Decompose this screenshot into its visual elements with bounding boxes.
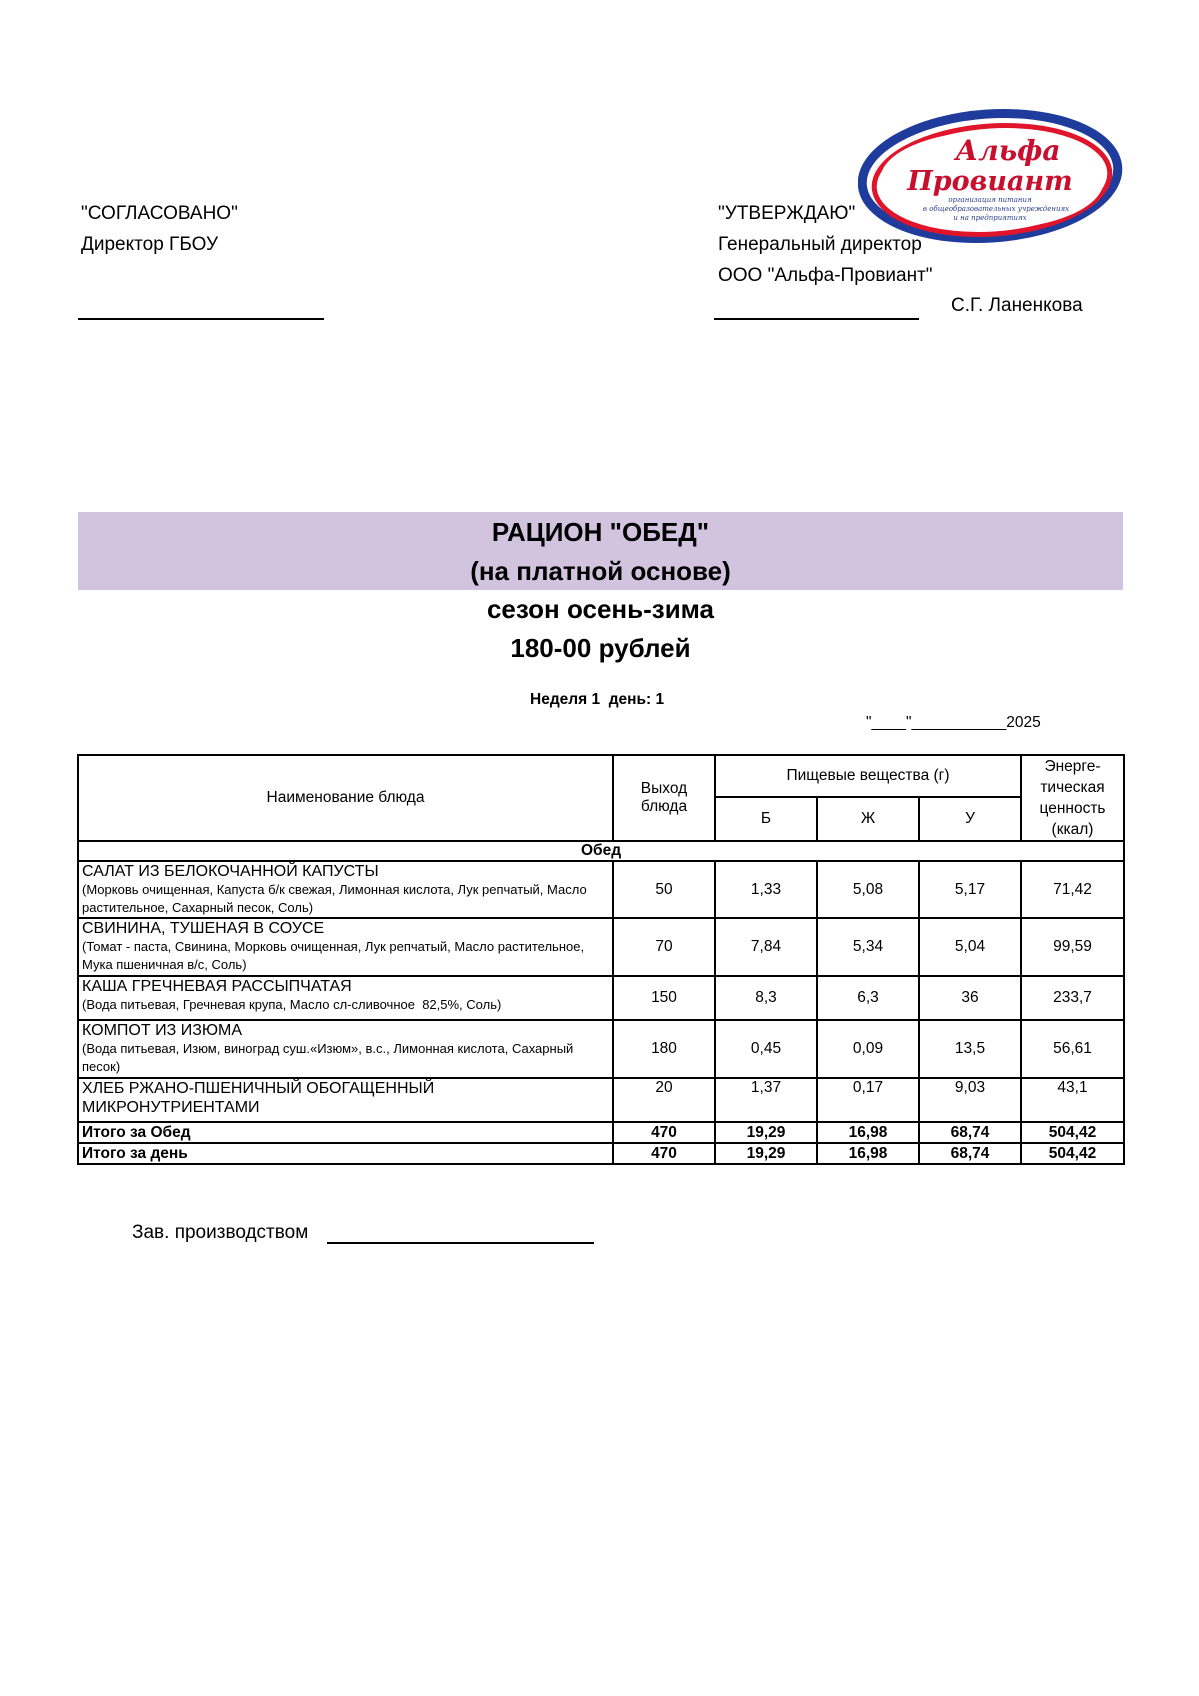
- total-energy: 504,42: [1021, 1143, 1124, 1164]
- dish-energy: 56,61: [1021, 1020, 1124, 1078]
- dish-cell: [78, 976, 613, 1020]
- header-yield: Выход блюда: [613, 755, 715, 841]
- dish-name: СВИНИНА, ТУШЕНАЯ В СОУСЕ: [82, 920, 325, 937]
- header-energy: Энерге-тическая ценность (ккал): [1021, 755, 1124, 841]
- dish-protein: 1,37: [715, 1078, 817, 1122]
- menu-table: [77, 754, 1125, 1165]
- header-protein: Б: [715, 797, 817, 841]
- signature-line-right: [714, 318, 919, 320]
- total-yield: 470: [613, 1122, 715, 1143]
- logo-tagline3: и на предприятиях: [953, 214, 1027, 222]
- dish-fat: 5,08: [817, 861, 919, 918]
- price-label: 180-00 рублей: [510, 633, 691, 663]
- dish-yield: 20: [613, 1078, 715, 1122]
- dish-cell: [78, 1078, 613, 1122]
- dish-composition: (Морковь очищенная, Капуста б/к свежая, Лимонная кислота, Лук репчатый, Масло растительное, Сахарный песок, Соль): [82, 882, 587, 915]
- logo-tagline2: в общеобразовательных учреждениях: [922, 205, 1070, 213]
- dish-name: КАША ГРЕЧНЕВАЯ РАССЫПЧАТАЯ: [82, 978, 352, 995]
- total-row: [78, 1122, 1124, 1143]
- table-row: [78, 918, 1124, 976]
- dish-fat: 0,09: [817, 1020, 919, 1078]
- logo-tagline1: организация питания: [948, 196, 1032, 204]
- dish-composition: (Вода питьевая, Изюм, виноград суш.«Изюм», в.с., Лимонная кислота, Сахарный песок): [82, 1041, 574, 1074]
- production-manager-label: Зав. производством: [132, 1222, 309, 1243]
- page-subtitle: (на платной основе): [470, 556, 731, 586]
- dish-energy: 43,1: [1021, 1078, 1124, 1122]
- approval-right-heading: "УТВЕРЖДАЮ": [718, 203, 856, 224]
- dish-carbs: 5,17: [919, 861, 1021, 918]
- dish-name: САЛАТ ИЗ БЕЛОКОЧАННОЙ КАПУСТЫ: [82, 863, 379, 880]
- dish-energy: 233,7: [1021, 976, 1124, 1020]
- dish-protein: 0,45: [715, 1020, 817, 1078]
- section-label: Обед: [78, 841, 1124, 861]
- dish-fat: 0,17: [817, 1078, 919, 1122]
- dish-composition: (Томат - паста, Свинина, Морковь очищенная, Лук репчатый, Масло растительное, Мука пшеничная в/с, Соль): [82, 939, 585, 972]
- season-label: сезон осень-зима: [486, 594, 715, 624]
- dish-energy: 99,59: [1021, 918, 1124, 976]
- dish-energy: 71,42: [1021, 861, 1124, 918]
- signature-line-production: [327, 1242, 594, 1244]
- signature-line-left: [78, 318, 324, 320]
- approval-right-signatory: С.Г. Ланенкова: [951, 295, 1083, 316]
- header-fat: Ж: [817, 797, 919, 841]
- dish-fat: 6,3: [817, 976, 919, 1020]
- dish-cell: [78, 861, 613, 918]
- dish-fat: 5,34: [817, 918, 919, 976]
- header-dish: Наименование блюда: [78, 755, 613, 841]
- week-day-label: Неделя 1 день: 1: [530, 691, 665, 708]
- page-title: РАЦИОН "ОБЕД": [491, 517, 710, 547]
- total-yield: 470: [613, 1143, 715, 1164]
- total-fat: 16,98: [817, 1122, 919, 1143]
- total-energy: 504,42: [1021, 1122, 1124, 1143]
- total-carbs: 68,74: [919, 1143, 1021, 1164]
- section-row: [78, 841, 1124, 861]
- dish-protein: 7,84: [715, 918, 817, 976]
- dish-composition: (Вода питьевая, Гречневая крупа, Масло сл-сливочное 82,5%, Соль): [82, 997, 502, 1012]
- dish-cell: [78, 1020, 613, 1078]
- dish-protein: 1,33: [715, 861, 817, 918]
- approval-left-position: Директор ГБОУ: [81, 234, 219, 255]
- total-row: [78, 1143, 1124, 1164]
- approval-right-company: ООО "Альфа-Провиант": [718, 265, 933, 286]
- total-label: Итого за Обед: [78, 1122, 613, 1143]
- logo-line2: Провиант: [907, 166, 1073, 197]
- total-carbs: 68,74: [919, 1122, 1021, 1143]
- header-row-1: [78, 755, 1124, 797]
- logo-emblem-icon: [858, 108, 1123, 246]
- dish-name: КОМПОТ ИЗ ИЗЮМА: [82, 1022, 243, 1039]
- total-protein: 19,29: [715, 1143, 817, 1164]
- dish-yield: 50: [613, 861, 715, 918]
- dish-carbs: 36: [919, 976, 1021, 1020]
- approval-right-position: Генеральный директор: [718, 234, 922, 255]
- table-row: [78, 1020, 1124, 1078]
- table-row: [78, 976, 1124, 1020]
- dish-yield: 180: [613, 1020, 715, 1078]
- dish-carbs: 9,03: [919, 1078, 1021, 1122]
- approval-left-heading: "СОГЛАСОВАНО": [81, 203, 238, 224]
- header-nutrients: Пищевые вещества (г): [715, 755, 1021, 797]
- total-label: Итого за день: [78, 1143, 613, 1164]
- logo-line1: Альфа: [955, 134, 1061, 167]
- dish-carbs: 13,5: [919, 1020, 1021, 1078]
- table-row: [78, 861, 1124, 918]
- total-fat: 16,98: [817, 1143, 919, 1164]
- dish-cell: [78, 918, 613, 976]
- dish-carbs: 5,04: [919, 918, 1021, 976]
- table-row: [78, 1078, 1124, 1122]
- company-logo: [858, 108, 1123, 246]
- header-carbs: У: [919, 797, 1021, 841]
- dish-protein: 8,3: [715, 976, 817, 1020]
- dish-yield: 150: [613, 976, 715, 1020]
- dish-yield: 70: [613, 918, 715, 976]
- dish-name: ХЛЕБ РЖАНО-ПШЕНИЧНЫЙ ОБОГАЩЕННЫЙ МИКРОНУТРИЕНТАМИ: [82, 1080, 435, 1116]
- date-line: "____"___________2025: [866, 714, 1041, 731]
- total-protein: 19,29: [715, 1122, 817, 1143]
